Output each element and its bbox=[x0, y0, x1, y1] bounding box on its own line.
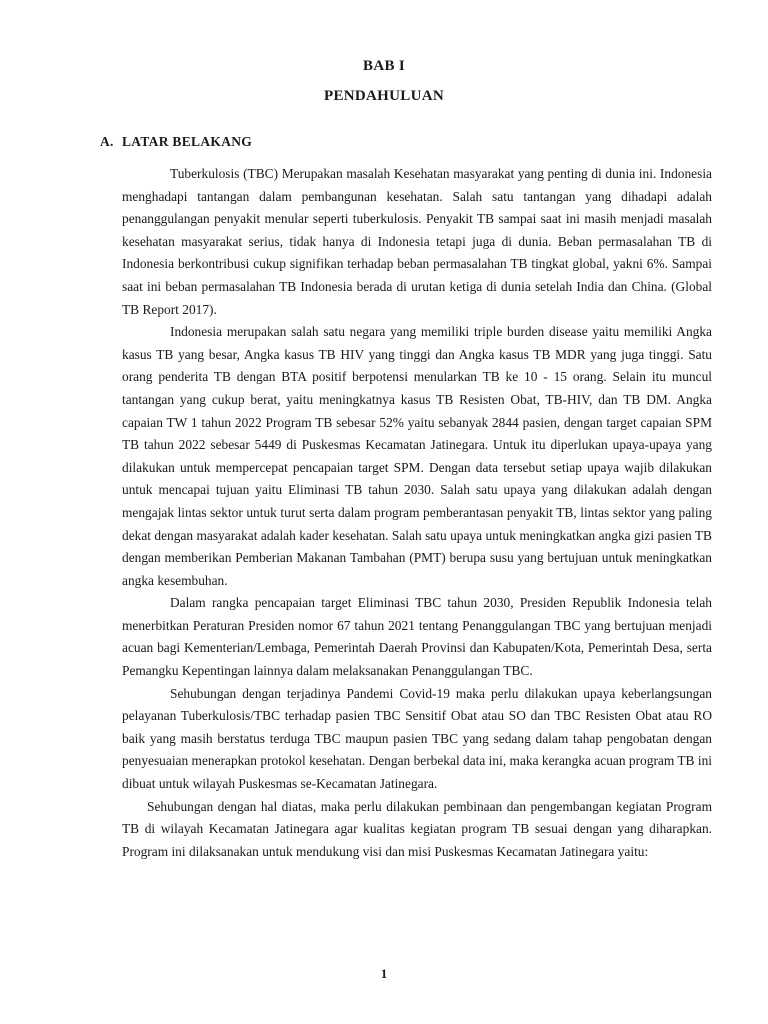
chapter-number: BAB I bbox=[363, 58, 405, 74]
paragraph-1: Tuberkulosis (TBC) Merupakan masalah Kesehatan masyarakat yang penting di dunia ini. Indonesia menghadapi tantangan dalam pembangunan kesehatan. Salah satu tantangan yang dihadapi adalah penanggulangan penyakit menular seperti tuberkulosis. Penyakit TB sampai saat ini masih menjadi masalah kesehatan masyarakat serius, tidak hanya di Indonesia tetapi juga di dunia. Beban permasalahan TB di Indonesia berkontribusi cukup signifikan terhadap beban permasalahan TB tingkat global, yakni 6%. Sampai saat ini beban permasalahan TB Indonesia berada di urutan ketiga di dunia setelah India dan China. (Global TB Report 2017). bbox=[122, 166, 712, 317]
section-heading bbox=[100, 134, 252, 150]
paragraph-2: Indonesia merupakan salah satu negara yang memiliki triple burden disease yaitu memiliki Angka kasus TB yang besar, Angka kasus TB HIV yang tinggi dan Angka kasus TB MDR yang juga tinggi. Satu orang penderita TB dengan BTA positif berpotensi menularkan TB ke 10 - 15 orang. Selain itu muncul tantangan yang cukup berat, yaitu meningkatnya kasus TB Resisten Obat, TB-HIV, dan TB DM. Angka capaian TW 1 tahun 2022 Program TB sebesar 52% yaitu sebanyak 2844 pasien, dengan target capaian SPM TB tahun 2022 sebesar 5449 di Puskesmas Kecamatan Jatinegara. Untuk itu diperlukan upaya-upaya yang dilakukan untuk mempercepat pencapaian target SPM. Dengan data tersebut setiap upaya wajib dilakukan untuk mencapai tujuan yaitu Eliminasi TB tahun 2030. Salah satu upaya yang dilakukan adalah dengan mengajak lintas sektor untuk turut serta dalam program pemberantasan penyakit TB, lintas sektor yang paling dekat dengan masyarakat adalah kader kesehatan. Salah satu upaya untuk meningkatkan angka gizi pasien TB dengan memberikan Pemberian Makanan Tambahan (PMT) berupa susu yang bertujuan untuk meningkatkan angka kesembuhan. bbox=[122, 324, 712, 588]
paragraph-3: Dalam rangka pencapaian target Eliminasi TBC tahun 2030, Presiden Republik Indonesia telah menerbitkan Peraturan Presiden nomor 67 tahun 2021 tentang Penanggulangan TBC yang bertujuan menjadi acuan bagi Kementerian/Lembaga, Pemerintah Daerah Provinsi dan Kabupaten/Kota, Pemerintah Desa, serta Pemangku Kepentingan lainnya dalam melaksanakan Penanggulangan TBC. bbox=[122, 595, 712, 679]
paragraph-4: Sehubungan dengan terjadinya Pandemi Covid-19 maka perlu dilakukan upaya keberlangsungan pelayanan Tuberkulosis/TBC terhadap pasien TBC Sensitif Obat atau SO dan TBC Resisten Obat atau RO baik yang masih berstatus terduga TBC maupun pasien TBC yang sedang dalam tahap pengobatan dengan penyesuaian menerapkan protokol kesehatan. Dengan berbekal data ini, maka kerangka acuan program TB ini dibuat untuk wilayah Puskesmas se-Kecamatan Jatinegara. bbox=[122, 685, 712, 792]
paragraph-5: Sehubungan dengan hal diatas, maka perlu dilakukan pembinaan dan pengembangan kegiatan Program TB di wilayah Kecamatan Jatinegara agar kualitas kegiatan program TB sesuai dengan yang diharapkan. Program ini dilaksanakan untuk mendukung visi dan misi Puskesmas Kecamatan Jatinegara yaitu: bbox=[122, 798, 712, 859]
section-letter: A. bbox=[100, 134, 114, 149]
page-number: 1 bbox=[380, 966, 388, 981]
body-text bbox=[122, 163, 712, 863]
chapter-title: PENDAHULUAN bbox=[324, 88, 444, 104]
section-title: LATAR BELAKANG bbox=[122, 134, 253, 149]
